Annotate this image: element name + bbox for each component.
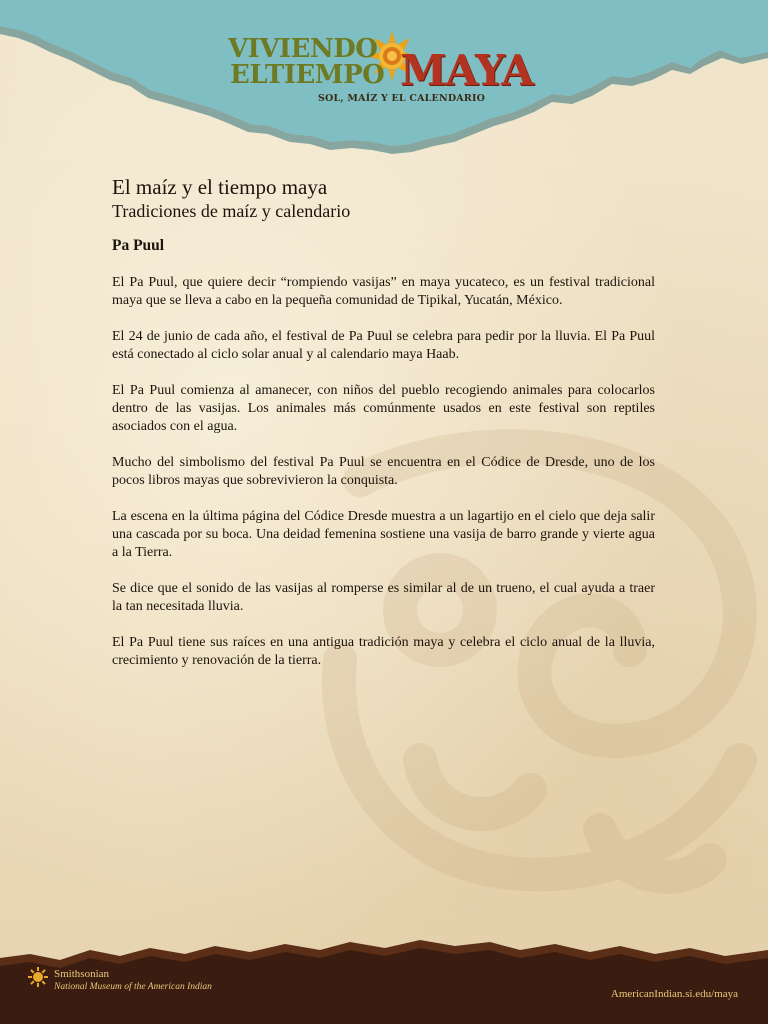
smithsonian-sun-icon [28,967,48,987]
paragraph: El Pa Puul comienza al amanecer, con niños del pueblo recogiendo animales para colocarlos dentro de las vasijas. Los animales más comúnmente usados en este festival son reptiles asociados con el agua. [112,383,655,434]
document-body [112,174,655,688]
logo-line-two: ELTIEMPO [230,60,385,90]
paragraph: La escena en la última página del Códice Dresde muestra a un lagartijo en el cielo que deja salir una cascada por su boca. Una deidad femenina sostiene una vasija de barro grande y vierte agua a la Tierra. [112,509,655,560]
museum-name: National Museum of the American Indian [54,982,212,992]
paragraph: El Pa Puul, que quiere decir “rompiendo vasijas” en maya yucateco, es un festival tradicional maya que se lleva a cabo en la pequeña comunidad de Tipikal, Yucatán, México. [112,275,655,308]
logo-subtitle: SOL, MAÍZ Y EL CALENDARIO [318,93,486,104]
logo-maya-word: MAYA [400,46,533,95]
paragraph: El 24 de junio de cada año, el festival de Pa Puul se celebra para pedir por la lluvia. El Pa Puul está conectado al ciclo solar anual y al calendario maya Haab. [112,329,655,362]
section-heading: Pa Puul [112,237,165,254]
page-title: El maíz y el tiempo maya [112,175,328,199]
website-link[interactable]: AmericanIndian.si.edu/maya [610,988,738,1000]
paragraph: El Pa Puul tiene sus raíces en una antigua tradición maya y celebra el ciclo anual de la lluvia, crecimiento y renovación de la tierra. [112,635,655,668]
page-subtitle: Tradiciones de maíz y calendario [112,201,351,221]
paragraph: Se dice que el sonido de las vasijas al romperse es similar al de un trueno, el cual ayuda a traer la tan necesitada lluvia. [112,581,655,614]
viviendo-el-tiempo-maya-logo [226,28,556,110]
paragraph: Mucho del simbolismo del festival Pa Puul se encuentra en el Códice de Dresde, uno de los pocos libros mayas que sobrevivieron la conquista. [112,455,655,488]
logo-line-one: VIVIENDO [228,34,378,64]
smithsonian-name: Smithsonian [54,968,110,980]
